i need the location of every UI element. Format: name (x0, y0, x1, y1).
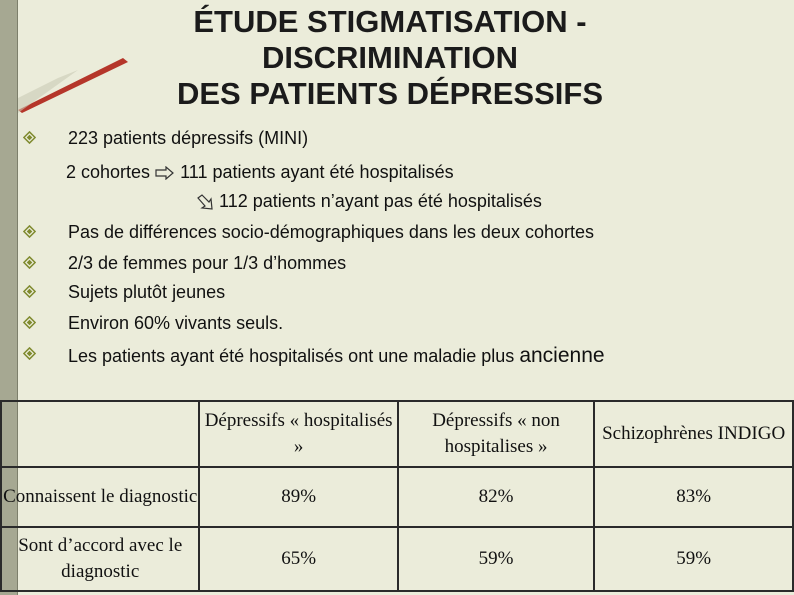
bullet-text: Environ 60% vivants seuls. (68, 313, 284, 333)
table-header-cell: Schizophrènes INDIGO (594, 401, 793, 467)
table-cell: 59% (594, 527, 793, 591)
comparison-table (0, 400, 794, 592)
arrow-down-right-icon (196, 194, 214, 210)
bullet-text: 2/3 de femmes pour 1/3 d’hommes (68, 253, 347, 273)
bullet-text: Pas de différences socio-démographiques dans les deux cohortes (68, 222, 594, 242)
table-cell: 89% (199, 467, 397, 527)
table-cell: 83% (594, 467, 793, 527)
cohort-prefix: 2 cohortes (66, 162, 151, 182)
diamond-bullet-icon (23, 316, 36, 329)
table-header-row (1, 401, 793, 467)
bullet-text-main: Les patients ayant été hospitalisés ont une maladie plus (68, 346, 515, 366)
title-line-3: DES PATIENTS DÉPRESSIFS (176, 76, 604, 111)
diamond-bullet-icon (23, 347, 36, 360)
bullet-text-emphasis: ancienne (519, 344, 605, 367)
table-header-cell: Dépressifs « hospitalisés » (199, 401, 397, 467)
cohort-text: 111 patients ayant été hospitalisés (180, 162, 454, 182)
diamond-bullet-icon (23, 131, 36, 144)
cohort-line-1 (66, 162, 454, 183)
table-row (1, 467, 793, 527)
table-header-cell (1, 401, 199, 467)
diamond-bullet-icon (23, 225, 36, 238)
diamond-bullet-icon (23, 256, 36, 269)
table-cell: 59% (398, 527, 594, 591)
bullet-text: Sujets plutôt jeunes (68, 282, 226, 302)
title-line-2: DISCRIMINATION (261, 40, 519, 75)
arrow-right-icon (155, 166, 175, 180)
slide-title (100, 4, 680, 112)
table-header-cell: Dépressifs « non hospitalises » (398, 401, 594, 467)
title-line-1: ÉTUDE STIGMATISATION - (193, 4, 587, 39)
table-cell: 65% (199, 527, 397, 591)
table-cell: 82% (398, 467, 594, 527)
bullet-text (68, 344, 605, 368)
cohort-text: 112 patients n’ayant pas été hospitalisés (219, 191, 542, 211)
table-row (1, 527, 793, 591)
cohort-line-2 (196, 191, 542, 212)
table-row-label: Sont d’accord avec le diagnostic (1, 527, 199, 591)
bullet-text: 223 patients dépressifs (MINI) (68, 128, 309, 148)
table-row-label: Connaissent le diagnostic (1, 467, 199, 527)
diamond-bullet-icon (23, 285, 36, 298)
